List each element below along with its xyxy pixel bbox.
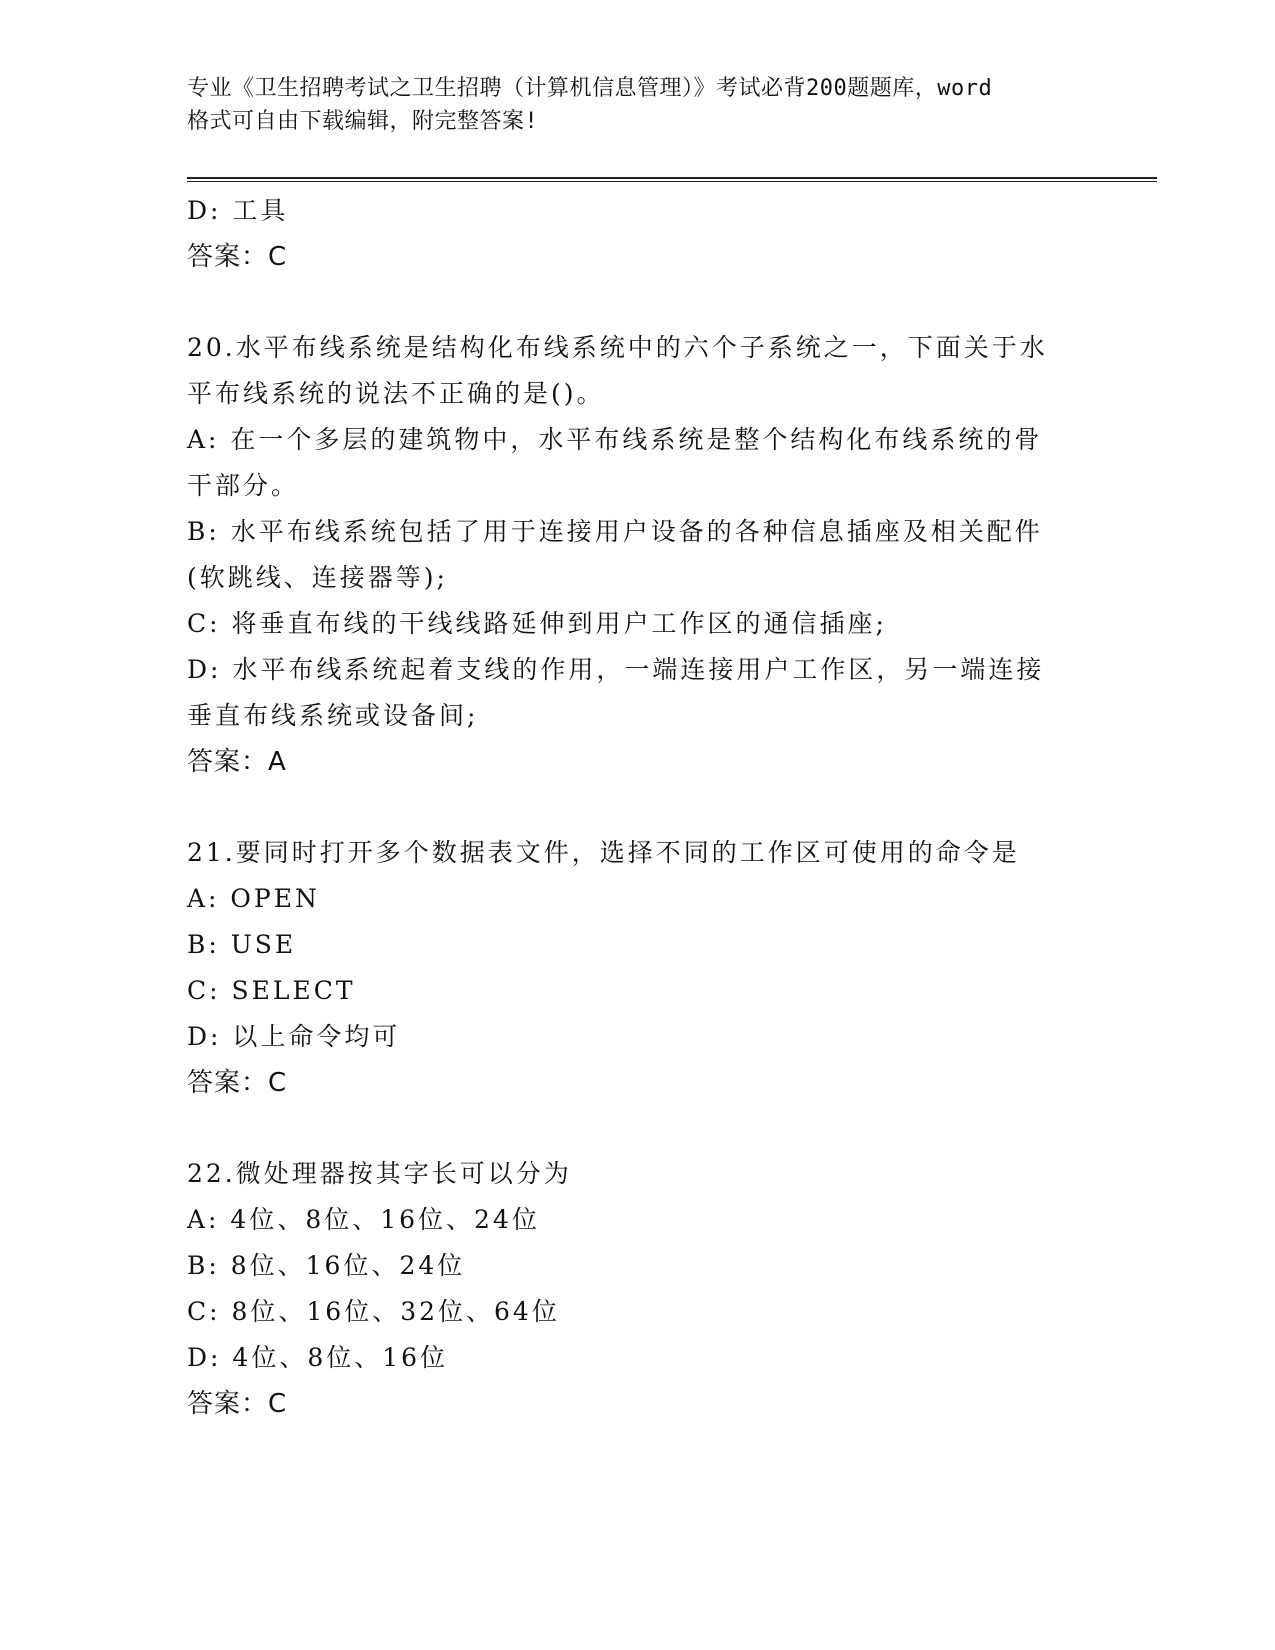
- option-a: 干部分。: [187, 471, 300, 500]
- header-title-line-2: 格式可自由下载编辑，附完整答案!: [187, 109, 539, 134]
- answer-line: 答案：C: [187, 1389, 288, 1419]
- document-header: [187, 72, 1067, 138]
- option-d: D: 工具: [187, 196, 289, 225]
- document-body: [187, 188, 1057, 1427]
- document-page: [187, 72, 1157, 1612]
- option-b: B: 水平布线系统包括了用于连接用户设备的各种信息插座及相关配件: [187, 517, 1043, 546]
- question-20: [187, 325, 1057, 785]
- header-divider: [187, 177, 1157, 182]
- option-b: B: USE: [187, 930, 297, 959]
- spacer: [187, 1106, 1057, 1151]
- option-c: C: 将垂直布线的干线线路延伸到用户工作区的通信插座;: [187, 609, 887, 638]
- option-d: 垂直布线系统或设备间;: [187, 701, 479, 730]
- question-stem: 20.水平布线系统是结构化布线系统中的六个子系统之一，下面关于水: [187, 333, 1048, 362]
- option-d: D: 以上命令均可: [187, 1022, 401, 1051]
- question-22: [187, 1151, 1057, 1427]
- header-title-line-1: 专业《卫生招聘考试之卫生招聘（计算机信息管理）》考试必背200题题库，word: [187, 76, 993, 101]
- question-19-tail: [187, 188, 1057, 280]
- spacer: [187, 785, 1057, 830]
- question-stem: 平布线系统的说法不正确的是()。: [187, 379, 605, 408]
- answer-line: 答案：A: [187, 747, 287, 777]
- option-d: D: 4位、8位、16位: [187, 1343, 449, 1372]
- option-b: (软跳线、连接器等);: [187, 563, 448, 592]
- option-c: C: SELECT: [187, 976, 356, 1005]
- option-a: A: 4位、8位、16位、24位: [187, 1205, 540, 1234]
- answer-line: 答案：C: [187, 242, 288, 272]
- question-21: [187, 830, 1057, 1106]
- answer-line: 答案：C: [187, 1068, 288, 1098]
- option-c: C: 8位、16位、32位、64位: [187, 1297, 560, 1326]
- option-a: A: OPEN: [187, 884, 320, 913]
- question-stem: 21.要同时打开多个数据表文件，选择不同的工作区可使用的命令是: [187, 838, 1020, 867]
- question-stem: 22.微处理器按其字长可以分为: [187, 1159, 572, 1188]
- option-a: A: 在一个多层的建筑物中，水平布线系统是整个结构化布线系统的骨: [187, 425, 1043, 454]
- spacer: [187, 280, 1057, 325]
- option-b: B: 8位、16位、24位: [187, 1251, 466, 1280]
- option-d: D: 水平布线系统起着支线的作用，一端连接用户工作区，另一端连接: [187, 655, 1045, 684]
